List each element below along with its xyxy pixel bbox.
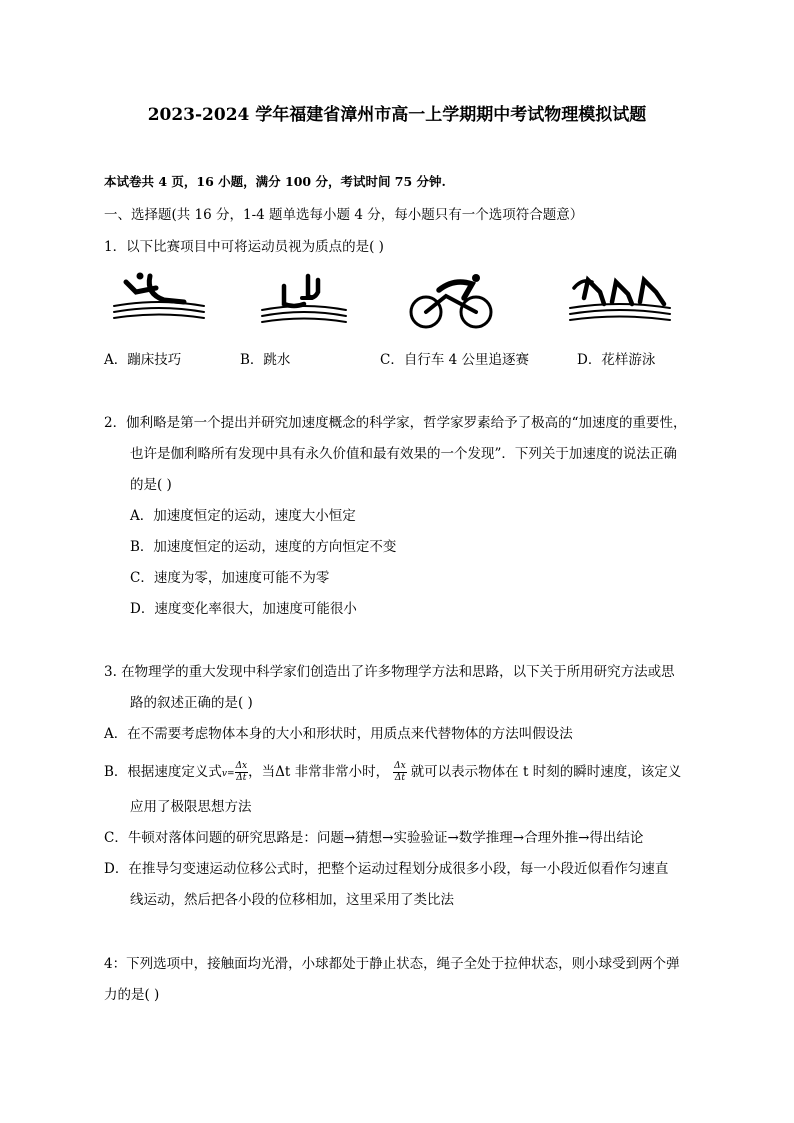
ratio-numerator: Δx (394, 761, 406, 771)
ratio-denominator: Δt (394, 773, 405, 783)
q1-sport-figures (104, 268, 704, 332)
q4-stem-line-1: 4：下列选项中，接触面均光滑，小球都处于静止状态，绳子全处于拉伸状态，则小球受到两个弹 (104, 956, 680, 972)
q1-stem: 1．以下比赛项目中可将运动员视为质点的是( ) (104, 239, 384, 255)
velocity-fraction (235, 761, 249, 784)
q3-option-a[interactable]: A．在不需要考虑物体本身的大小和形状时，用质点来代替物体的方法叫假设法 (104, 726, 573, 742)
velocity-symbol: v= (221, 769, 235, 779)
fraction-numerator: Δx (235, 761, 248, 771)
q1-option-c[interactable]: C．自行车 4 公里追逐赛 (380, 352, 530, 368)
q1-option-a[interactable]: A．蹦床技巧 (104, 352, 182, 368)
page-title: 2023-2024 学年福建省漳州市高一上学期期中考试物理模拟试题 (147, 105, 647, 125)
q1-option-b[interactable]: B．跳水 (240, 352, 291, 368)
fraction-denominator: Δt (236, 773, 247, 783)
diving-icon (262, 276, 346, 322)
exam-intro: 本试卷共 4 页，16 小题，满分 100 分，考试时间 75 分钟. (104, 174, 446, 189)
q3-option-b-suffix: 就可以表示物体在 t 时刻的瞬时速度，该定义 (410, 764, 682, 780)
q2-option-d[interactable]: D．速度变化率很大，加速度可能很小 (130, 601, 357, 617)
q3-option-b-prefix: B．根据速度定义式 (104, 764, 222, 780)
trampoline-icon (114, 273, 204, 319)
q4-stem-line-2: 力的是( ) (104, 987, 160, 1003)
q2-stem-line-2: 也许是伽利略所有发现中具有永久价值和最有效果的一个发现”．下列关于加速度的说法正确 (130, 446, 677, 462)
q2-option-a[interactable]: A．加速度恒定的运动，速度大小恒定 (130, 508, 356, 524)
q2-option-b[interactable]: B．加速度恒定的运动，速度的方向恒定不变 (130, 539, 397, 555)
q3-option-b[interactable] (104, 760, 681, 784)
q3-stem-line-2: 路的叙述正确的是( ) (130, 695, 253, 711)
q3-option-b-middle: ，当Δt 非常非常小时， (248, 764, 390, 780)
ratio-fraction (393, 761, 407, 784)
q3-option-d-line-2: 线运动，然后把各小段的位移相加，这里采用了类比法 (130, 892, 454, 908)
q3-option-d[interactable]: D．在推导匀变速运动位移公式时，把整个运动过程划分成很多小段，每一小段近似看作匀速直 (104, 861, 669, 877)
section-heading: 一、选择题(共 16 分，1-4 题单选每小题 4 分，每小题只有一个选项符合题意） (104, 207, 584, 223)
synchronized-swimming-icon (570, 280, 670, 320)
q2-stem-line-1: 2．伽利略是第一个提出并研究加速度概念的科学家，哲学家罗素给予了极高的“加速度的重要性， (104, 415, 687, 431)
q2-option-c[interactable]: C．速度为零，加速度可能不为零 (130, 570, 330, 586)
q3-option-c[interactable]: C．牛顿对落体问题的研究思路是：问题→猜想→实验验证→数学推理→合理外推→得出结论 (104, 830, 644, 846)
q1-option-d[interactable]: D．花样游泳 (577, 352, 656, 368)
q3-stem-line-1: 3. 在物理学的重大发现中科学家们创造出了许多物理学方法和思路，以下关于所用研究方法或思 (104, 664, 675, 680)
q3-option-b-line-2: 应用了极限思想方法 (130, 799, 252, 815)
cycling-icon (411, 274, 491, 327)
q2-stem-line-3: 的是( ) (130, 477, 172, 493)
